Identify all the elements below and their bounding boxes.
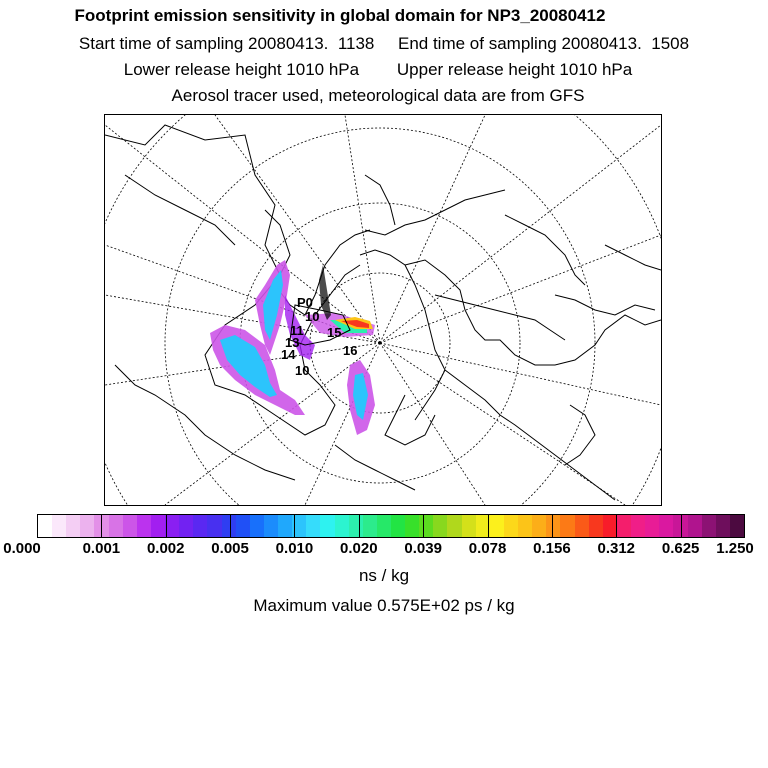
colorbar-cell xyxy=(659,515,674,537)
colorbar-cell xyxy=(462,515,477,537)
meridians xyxy=(105,115,661,505)
colorbar-tick-label: 0.312 xyxy=(597,540,636,557)
map-panel xyxy=(104,114,662,506)
colorbar-cell xyxy=(165,515,180,537)
colorbar-cell xyxy=(66,515,81,537)
colorbar-cell xyxy=(179,515,194,537)
plume-label: 11 xyxy=(290,323,304,338)
colorbar-tick-label: 0.002 xyxy=(146,540,185,557)
sampling-time-line: Start time of sampling 20080413. 1138 End time of sampling 20080413. 1508 xyxy=(78,34,690,53)
colorbar-separator xyxy=(488,515,489,537)
latitude-circles xyxy=(105,115,661,505)
colorbar-cell xyxy=(52,515,67,537)
colorbar-cell xyxy=(222,515,237,537)
colorbar-cell xyxy=(518,515,533,537)
colorbar xyxy=(37,514,745,538)
colorbar-cell xyxy=(123,515,138,537)
colorbar-cell xyxy=(335,515,350,537)
colorbar-cell xyxy=(730,515,745,537)
release-height-line: Lower release height 1010 hPa Upper release height 1010 hPa xyxy=(123,60,633,79)
polar-map xyxy=(105,115,661,505)
tracer-info-line: Aerosol tracer used, meteorological data are from GFS xyxy=(171,86,585,105)
coastlines xyxy=(105,125,661,500)
colorbar-cell xyxy=(320,515,335,537)
plume-label: 10 xyxy=(305,309,320,324)
colorbar-separator xyxy=(230,515,231,537)
colorbar-cell xyxy=(575,515,590,537)
colorbar-cell xyxy=(80,515,95,537)
colorbar-cell xyxy=(631,515,646,537)
colorbar-tick-label: 0.020 xyxy=(340,540,378,557)
colorbar-cell xyxy=(377,515,392,537)
colorbar-separator xyxy=(423,515,424,537)
plume-label: 13 xyxy=(285,335,300,350)
colorbar-tick-label: 0.010 xyxy=(275,540,314,557)
colorbar-cell xyxy=(306,515,321,537)
colorbar-separator xyxy=(166,515,167,537)
colorbar-cell xyxy=(617,515,632,537)
colorbar-cell xyxy=(137,515,152,537)
colorbar-cell xyxy=(433,515,448,537)
colorbar-cell xyxy=(207,515,222,537)
colorbar-cell xyxy=(109,515,124,537)
colorbar-tick-label: 0.039 xyxy=(404,540,442,557)
colorbar-separator xyxy=(294,515,295,537)
plume-label: 15 xyxy=(327,325,342,340)
maximum-value-label: Maximum value 0.575E+02 ps / kg xyxy=(253,596,515,615)
colorbar-cell xyxy=(391,515,406,537)
plot-title: Footprint emission sensitivity in global domain for NP3_20080412 xyxy=(74,6,606,25)
colorbar-separator xyxy=(359,515,360,537)
colorbar-cell xyxy=(278,515,293,537)
colorbar-units: ns / kg xyxy=(358,566,410,585)
colorbar-cell xyxy=(447,515,462,537)
colorbar-cell xyxy=(405,515,420,537)
colorbar-separator xyxy=(681,515,682,537)
colorbar-cell xyxy=(560,515,575,537)
colorbar-tick-label: 0.001 xyxy=(82,540,121,557)
colorbar-tick-label: 0.005 xyxy=(211,540,249,557)
colorbar-cell xyxy=(716,515,731,537)
colorbar-cell xyxy=(349,515,364,537)
plume-label: 10 xyxy=(295,363,310,378)
colorbar-cell xyxy=(490,515,505,537)
colorbar-cell xyxy=(38,515,53,537)
colorbar-tick-label: 0.000 xyxy=(3,540,41,557)
colorbar-cell xyxy=(532,515,547,537)
colorbar-cell xyxy=(603,515,618,537)
colorbar-cell xyxy=(264,515,279,537)
colorbar-cell xyxy=(363,515,378,537)
colorbar-cell xyxy=(645,515,660,537)
colorbar-cell xyxy=(151,515,166,537)
colorbar-tick-label: 0.625 xyxy=(661,540,700,557)
colorbar-separator xyxy=(616,515,617,537)
colorbar-cell xyxy=(589,515,604,537)
colorbar-cell xyxy=(419,515,434,537)
colorbar-separator xyxy=(101,515,102,537)
colorbar-cell xyxy=(546,515,561,537)
colorbar-cell xyxy=(688,515,703,537)
colorbar-separator xyxy=(552,515,553,537)
colorbar-cell xyxy=(193,515,208,537)
plume-label: P0 xyxy=(297,295,313,310)
colorbar-cell xyxy=(504,515,519,537)
colorbar-cell xyxy=(236,515,251,537)
colorbar-tick-label: 1.250 xyxy=(716,540,754,557)
colorbar-cell xyxy=(702,515,717,537)
colorbar-tick-label: 0.156 xyxy=(533,540,571,557)
plume-label: 14 xyxy=(281,347,296,362)
plume-label: 16 xyxy=(343,343,358,358)
colorbar-cell xyxy=(250,515,265,537)
colorbar-tick-label: 0.078 xyxy=(468,540,507,557)
